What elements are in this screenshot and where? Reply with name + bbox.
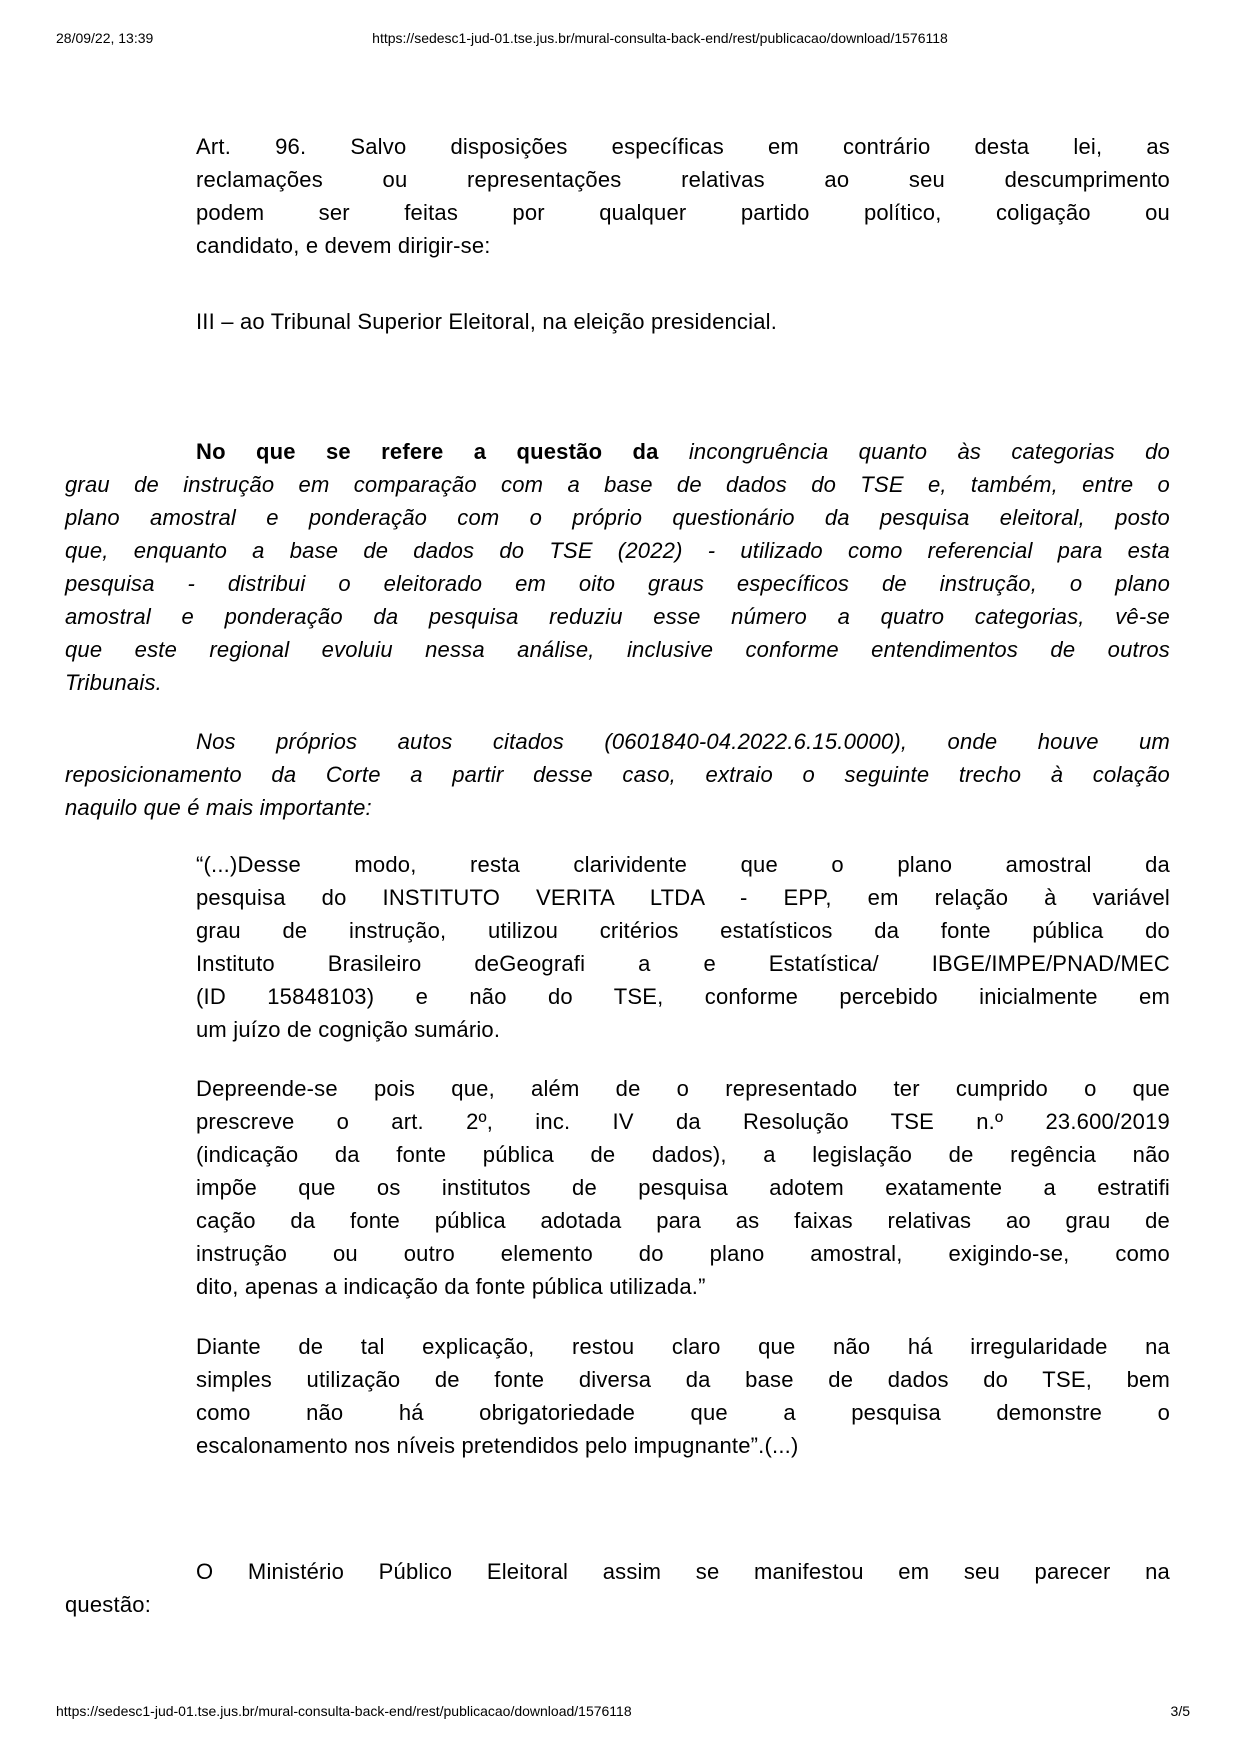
quote-depreende-se bbox=[196, 1072, 1170, 1303]
text-line: (ID 15848103) e não do TSE, conforme percebido inicialmente em bbox=[196, 984, 1170, 1009]
print-datetime: 28/09/22, 13:39 bbox=[56, 30, 154, 46]
text-line: escalonamento nos níveis pretendidos pelo impugnante”.(...) bbox=[196, 1433, 799, 1458]
text-line: dito, apenas a indicação da fonte pública utilizada.” bbox=[196, 1274, 706, 1299]
text-line: naquilo que é mais importante: bbox=[65, 795, 372, 820]
text-line: simples utilização de fonte diversa da base de dados do TSE, bem bbox=[196, 1367, 1170, 1392]
text-line: questão: bbox=[65, 1592, 152, 1617]
text-line: pesquisa - distribui o eleitorado em oito graus específicos de instrução, o plano bbox=[65, 571, 1170, 596]
text-line: como não há obrigatoriedade que a pesquisa demonstre o bbox=[196, 1400, 1170, 1425]
text-line: candidato, e devem dirigir-se: bbox=[196, 233, 491, 258]
text-line: impõe que os institutos de pesquisa adotem exatamente a estratifi bbox=[196, 1175, 1170, 1200]
print-url-footer: https://sedesc1-jud-01.tse.jus.br/mural-consulta-back-end/rest/publicacao/download/1576118 bbox=[56, 1703, 632, 1719]
text-line: O Ministério Público Eleitoral assim se manifestou em seu parecer na bbox=[196, 1559, 1170, 1584]
text-line: pesquisa do INSTITUTO VERITA LTDA - EPP, em relação à variável bbox=[196, 885, 1170, 910]
text-line: Tribunais. bbox=[65, 670, 162, 695]
text-line: grau de instrução em comparação com a base de dados do TSE e, também, entre o bbox=[65, 472, 1170, 497]
text-line: prescreve o art. 2º, inc. IV da Resolução TSE n.º 23.600/2019 bbox=[196, 1109, 1170, 1134]
text-line: que este regional evoluiu nessa análise, inclusive conforme entendimentos de outros bbox=[65, 637, 1170, 662]
print-url-header: https://sedesc1-jud-01.tse.jus.br/mural-consulta-back-end/rest/publicacao/download/1576118 bbox=[372, 30, 948, 46]
text-line: um juízo de cognição sumário. bbox=[196, 1017, 501, 1042]
bold-lead-text: No que se refere a questão da bbox=[196, 439, 689, 464]
text-line: grau de instrução, utilizou critérios estatísticos da fonte pública do bbox=[196, 918, 1170, 943]
text-line: Diante de tal explicação, restou claro que não há irregularidade na bbox=[196, 1334, 1170, 1359]
italic-continuation bbox=[65, 468, 1170, 699]
quote-desse-modo bbox=[196, 848, 1170, 1046]
text-line: Art. 96. Salvo disposições específicas em contrário desta lei, as bbox=[196, 134, 1170, 159]
text-line bbox=[65, 435, 1170, 468]
text-line: instrução ou outro elemento do plano amostral, exigindo-se, como bbox=[196, 1241, 1170, 1266]
text-line: (indicação da fonte pública de dados), a legislação de regência não bbox=[196, 1142, 1170, 1167]
paragraph-ministerio-publico bbox=[65, 1555, 1170, 1621]
text-line: plano amostral e ponderação com o próprio questionário da pesquisa eleitoral, posto bbox=[65, 505, 1170, 530]
text-line: Instituto Brasileiro deGeografi a e Estatística/ IBGE/IMPE/PNAD/MEC bbox=[196, 951, 1170, 976]
quote-diante-de-tal bbox=[196, 1330, 1170, 1462]
text-line: “(...)Desse modo, resta clarividente que o plano amostral da bbox=[196, 852, 1170, 877]
text-line: amostral e ponderação da pesquisa reduziu esse número a quatro categorias, vê-se bbox=[65, 604, 1170, 629]
text-line: que, enquanto a base de dados do TSE (2022) - utilizado como referencial para esta bbox=[65, 538, 1170, 563]
text-line: Nos próprios autos citados (0601840-04.2022.6.15.0000), onde houve um bbox=[196, 729, 1170, 754]
paragraph-no-que-se-refere bbox=[65, 435, 1170, 699]
text-line: cação da fonte pública adotada para as faixas relativas ao grau de bbox=[196, 1208, 1170, 1233]
text-line: Depreende-se pois que, além de o representado ter cumprido o que bbox=[196, 1076, 1170, 1101]
paragraph-item-iii bbox=[196, 305, 1170, 338]
paragraph-art96 bbox=[196, 130, 1170, 262]
text-line: reposicionamento da Corte a partir desse caso, extraio o seguinte trecho à colação bbox=[65, 762, 1170, 787]
text-line: reclamações ou representações relativas ao seu descumprimento bbox=[196, 167, 1170, 192]
page-number: 3/5 bbox=[1170, 1703, 1190, 1719]
text-line: III – ao Tribunal Superior Eleitoral, na eleição presidencial. bbox=[196, 309, 778, 334]
paragraph-nos-proprios-autos bbox=[65, 725, 1170, 824]
text-line: podem ser feitas por qualquer partido político, coligação ou bbox=[196, 200, 1170, 225]
document-body bbox=[65, 130, 1170, 1621]
italic-lead-text: incongruência quanto às categorias do bbox=[688, 439, 1170, 464]
